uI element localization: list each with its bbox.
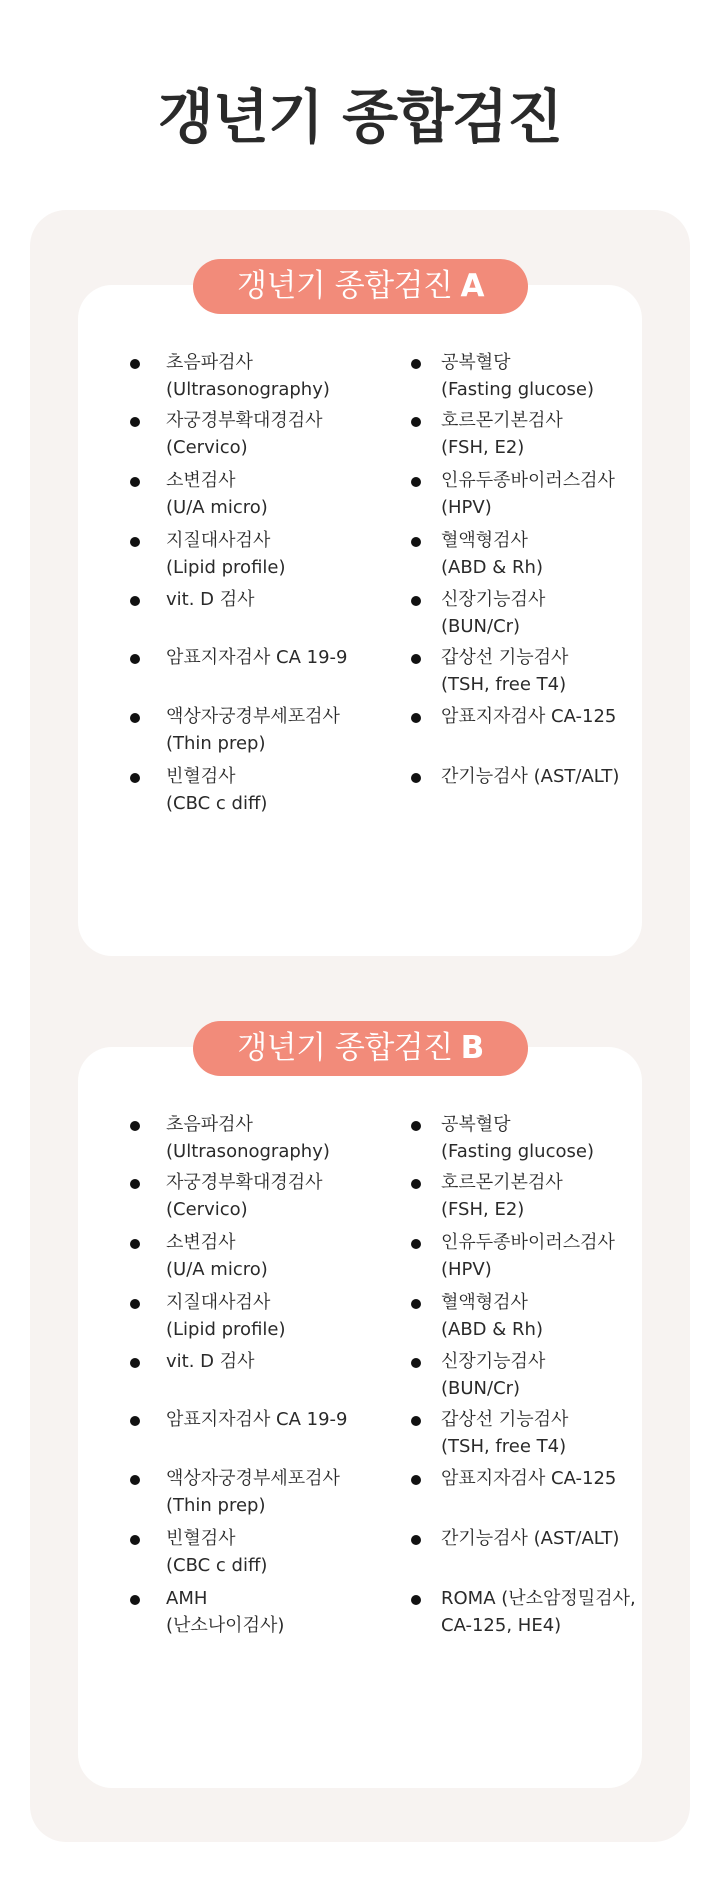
exam-item [166,467,396,521]
exam-item [441,1465,671,1492]
bullet-icon [411,477,421,487]
bullet-icon [411,359,421,369]
bullet-icon [411,537,421,547]
bullet-icon [411,1475,421,1485]
bullet-icon [411,1121,421,1131]
exam-item [441,1525,671,1552]
exam-item [441,1169,671,1223]
exam-item-detail: (Thin prep) [166,1495,266,1516]
exam-item-name: 빈혈검사 [166,766,236,787]
exam-item-detail: (Ultrasonography) [166,1141,330,1162]
exam-item [166,349,396,403]
exam-item-name: 암표지자검사 CA-125 [441,1468,617,1489]
exam-item [166,763,396,817]
exam-item-name: 자궁경부확대경검사 [166,410,323,431]
bullet-icon [411,1416,421,1426]
exam-item-name: 소변검사 [166,470,236,491]
exam-item-detail: (Fasting glucose) [441,379,594,400]
bullet-icon [130,654,140,664]
package-b-card [78,1030,642,1788]
exam-item-detail: (난소나이검사) [166,1615,285,1636]
exam-item [166,1229,396,1283]
exam-item-name: vit. D 검사 [166,589,255,610]
bullet-icon [130,537,140,547]
exam-item [166,1406,396,1433]
exam-item [166,1169,396,1223]
exam-item-name: 지질대사검사 [166,530,271,551]
bullet-icon [130,1239,140,1249]
exam-item-name: 신장기능검사 [441,589,546,610]
exam-item-name: 공복혈당 [441,1114,511,1135]
bullet-icon [130,1121,140,1131]
exam-item-name: ROMA (난소암정밀검사, [441,1588,636,1609]
package-a-card [78,268,642,956]
exam-item-detail: (TSH, free T4) [441,1436,567,1457]
exam-item-name: 혈액형검사 [441,1292,528,1313]
exam-item-detail: (Lipid profile) [166,557,286,578]
exam-item-detail: (CBC c diff) [166,1555,268,1576]
exam-item-name: 간기능검사 (AST/ALT) [441,1528,620,1549]
exam-item [441,1585,671,1639]
exam-item-detail: (U/A micro) [166,497,268,518]
bullet-icon [411,654,421,664]
exam-item-name: 초음파검사 [166,352,253,373]
exam-item-name: 빈혈검사 [166,1528,236,1549]
exam-item [441,527,671,581]
exam-item-name: 혈액형검사 [441,530,528,551]
bullet-icon [130,477,140,487]
bullet-icon [130,1358,140,1368]
bullet-icon [130,773,140,783]
exam-item [441,349,671,403]
exam-item-name: 신장기능검사 [441,1351,546,1372]
bullet-icon [411,713,421,723]
page-title: 갱년기 종합검진 [157,83,563,151]
exam-item [441,407,671,461]
exam-item-detail: (BUN/Cr) [441,616,521,637]
exam-item [441,1289,671,1343]
exam-panel [30,210,690,1842]
exam-item-name: 암표지자검사 CA-125 [441,706,617,727]
exam-item [441,467,671,521]
exam-item [166,1111,396,1165]
exam-item-detail: (ABD & Rh) [441,1319,543,1340]
bullet-icon [130,1535,140,1545]
bullet-icon [411,1179,421,1189]
exam-item [166,1585,396,1639]
exam-item-name: 자궁경부확대경검사 [166,1172,323,1193]
exam-item [166,1289,396,1343]
exam-item-name: 갑상선 기능검사 [441,647,569,668]
bullet-icon [130,596,140,606]
exam-item-detail: (Cervico) [166,437,248,458]
exam-item-name: vit. D 검사 [166,1351,255,1372]
package-b-items [78,1047,642,1788]
exam-item-detail: (FSH, E2) [441,437,525,458]
exam-item-detail: (TSH, free T4) [441,674,567,695]
exam-item-name: 공복혈당 [441,352,511,373]
exam-item [441,703,671,730]
bullet-icon [411,1358,421,1368]
exam-item-name: 액상자궁경부세포검사 [166,1468,340,1489]
bullet-icon [130,359,140,369]
exam-item [166,644,396,671]
exam-item-name: 소변검사 [166,1232,236,1253]
exam-item-name: 인유두종바이러스검사 [441,1232,615,1253]
bullet-icon [130,1475,140,1485]
exam-item [441,644,671,698]
exam-item [441,1111,671,1165]
exam-item-detail: (Ultrasonography) [166,379,330,400]
exam-item [166,407,396,461]
bullet-icon [411,773,421,783]
bullet-icon [130,1299,140,1309]
bullet-icon [130,713,140,723]
exam-item [441,1406,671,1460]
exam-item [441,1229,671,1283]
bullet-icon [411,1239,421,1249]
exam-item [166,703,396,757]
exam-item [166,1348,396,1375]
exam-item-name: 초음파검사 [166,1114,253,1135]
exam-item-detail: (CBC c diff) [166,793,268,814]
exam-item-detail: (HPV) [441,1259,492,1280]
bullet-icon [130,1595,140,1605]
bullet-icon [411,417,421,427]
exam-item-detail: (HPV) [441,497,492,518]
exam-item-detail: (Thin prep) [166,733,266,754]
exam-item-name: 액상자궁경부세포검사 [166,706,340,727]
package-a-name: 갱년기 종합검진 [237,268,453,304]
exam-item-name: 암표지자검사 CA 19-9 [166,1409,348,1430]
bullet-icon [411,596,421,606]
exam-item [441,586,671,640]
exam-item-detail: (Fasting glucose) [441,1141,594,1162]
bullet-icon [130,1179,140,1189]
bullet-icon [130,417,140,427]
exam-item-name: 간기능검사 (AST/ALT) [441,766,620,787]
exam-item [166,1525,396,1579]
bullet-icon [411,1299,421,1309]
package-b-name: 갱년기 종합검진 [237,1030,453,1066]
bullet-icon [411,1535,421,1545]
exam-item-detail: (ABD & Rh) [441,557,543,578]
package-a-items [78,285,642,956]
exam-item-detail: CA-125, HE4) [441,1615,562,1636]
exam-item-name: 지질대사검사 [166,1292,271,1313]
exam-item-detail: (BUN/Cr) [441,1378,521,1399]
exam-item-name: 인유두종바이러스검사 [441,470,615,491]
bullet-icon [411,1595,421,1605]
exam-item [441,1348,671,1402]
exam-item [441,763,671,790]
exam-item [166,527,396,581]
exam-item-detail: (U/A micro) [166,1259,268,1280]
exam-item-name: 호르몬기본검사 [441,1172,563,1193]
exam-item-name: 갑상선 기능검사 [441,1409,569,1430]
exam-item-name: AMH [166,1588,208,1609]
exam-item-detail: (Lipid profile) [166,1319,286,1340]
package-a-suffix: A [460,268,484,304]
exam-item [166,1465,396,1519]
exam-item-name: 암표지자검사 CA 19-9 [166,647,348,668]
exam-item-detail: (Cervico) [166,1199,248,1220]
exam-item [166,586,396,613]
bullet-icon [130,1416,140,1426]
exam-item-detail: (FSH, E2) [441,1199,525,1220]
package-b-suffix: B [460,1030,484,1066]
exam-item-name: 호르몬기본검사 [441,410,563,431]
